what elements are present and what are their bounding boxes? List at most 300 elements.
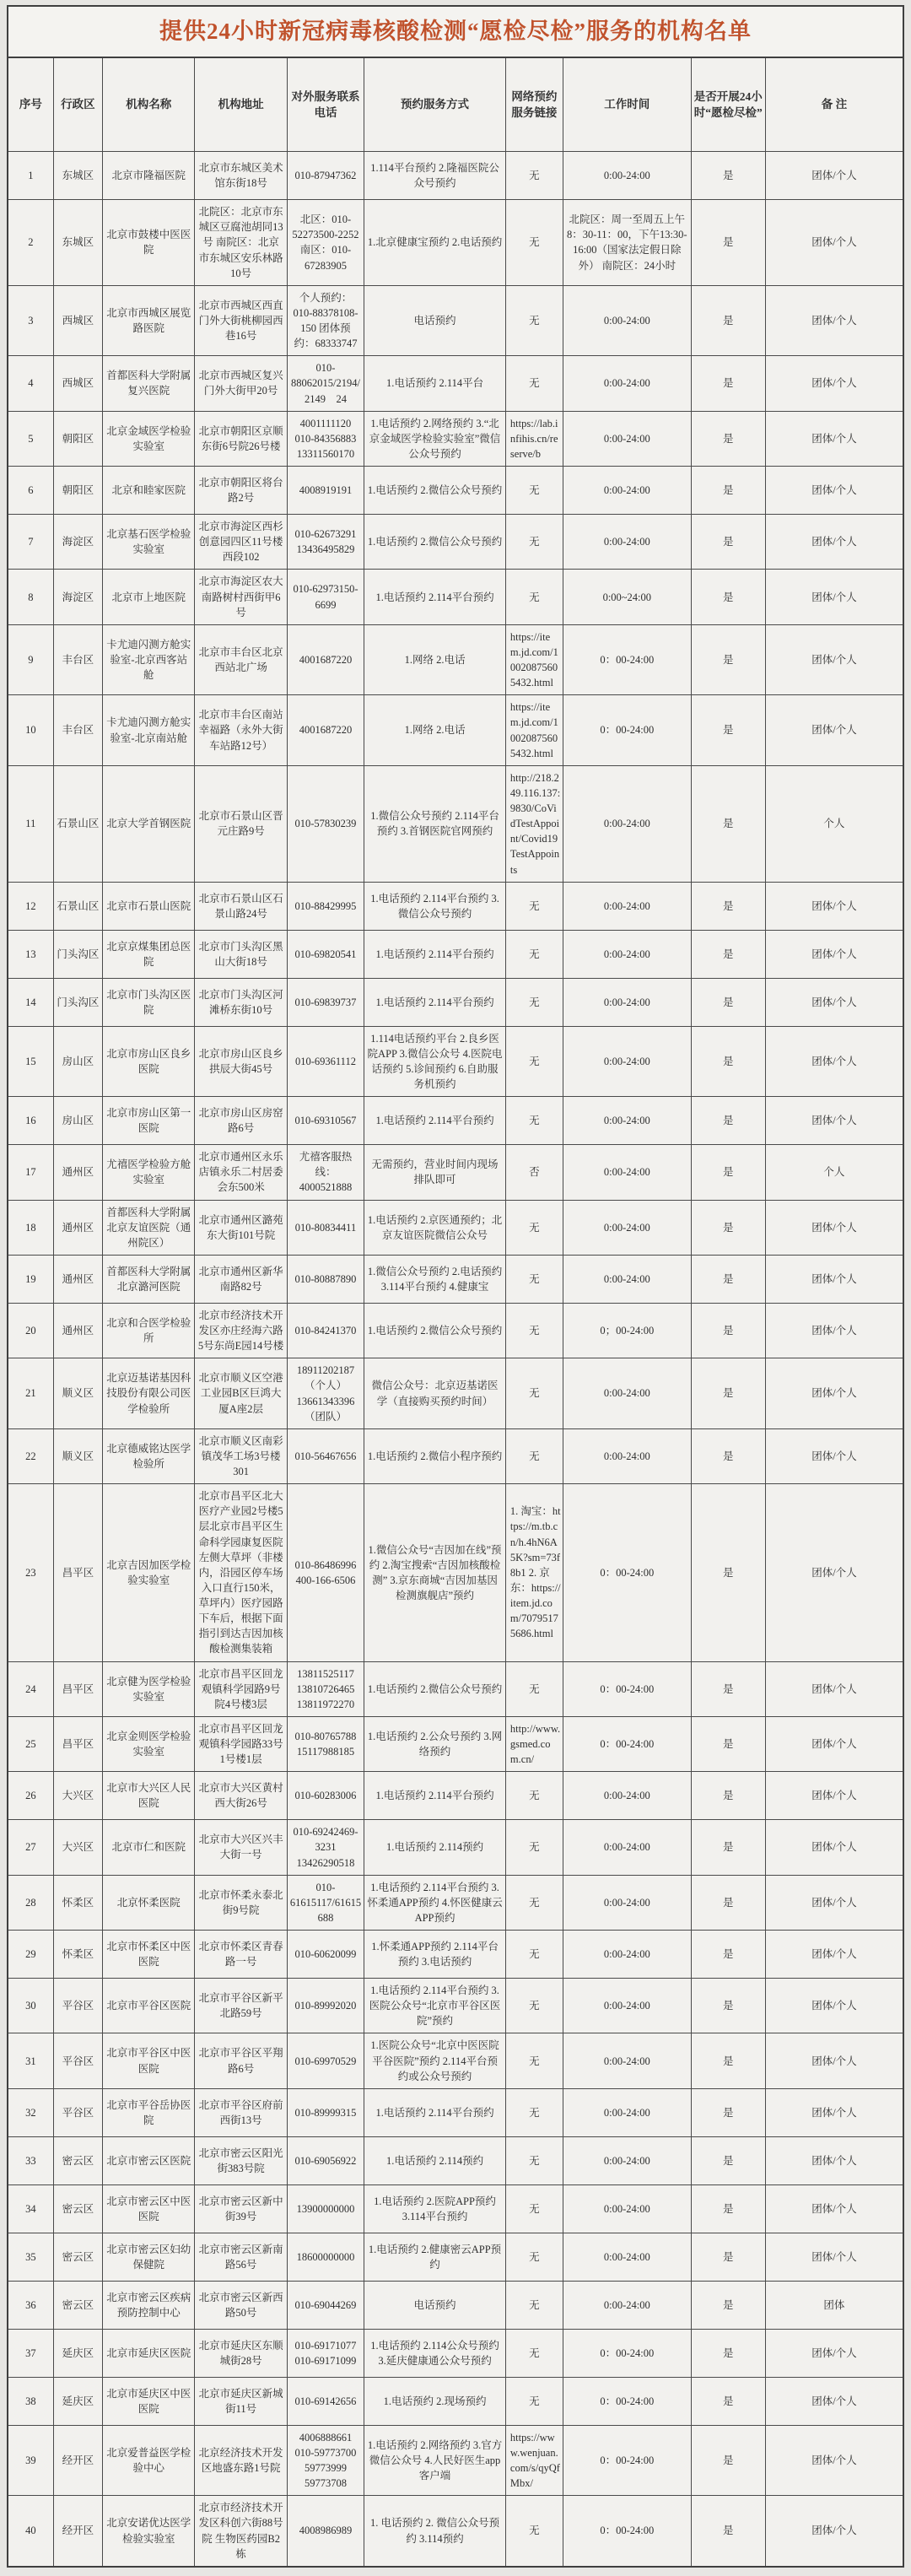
cell-booking-link: 无	[505, 1358, 563, 1429]
cell-working-hours: 0:00-24:00	[563, 152, 691, 200]
cell-district: 丰台区	[53, 695, 102, 766]
cell-open-24h: 是	[691, 624, 765, 695]
table-row	[8, 1716, 903, 1771]
cell-working-hours: 0:00-24:00	[563, 1200, 691, 1255]
cell-booking-method: 1.医院公众号“北京中医医院平谷医院”预约 2.114平台预约或公众号预约	[364, 2033, 506, 2088]
cell-district: 延庆区	[53, 2377, 102, 2425]
table-row	[8, 152, 903, 200]
cell-booking-link: 无	[505, 1200, 563, 1255]
cell-open-24h: 是	[691, 570, 765, 624]
cell-address: 北京市房山区良乡拱辰大街45号	[195, 1026, 287, 1097]
cell-booking-link: 无	[505, 1931, 563, 1979]
cell-index: 23	[8, 1484, 53, 1661]
cell-note: 团体/个人	[765, 1661, 903, 1716]
cell-phone: 4001687220	[287, 695, 364, 766]
table-row	[8, 285, 903, 356]
cell-booking-method: 1.电话预约 2.114公众号预约 3.延庆健康通公众号预约	[364, 2329, 506, 2377]
cell-district: 丰台区	[53, 624, 102, 695]
cell-booking-link: 无	[505, 930, 563, 978]
cell-booking-method: 1.电话预约 2.微信小程序预约	[364, 1428, 506, 1483]
table-row	[8, 2377, 903, 2425]
cell-institution-name: 北京基石医学检验实验室	[103, 515, 195, 570]
table-row	[8, 882, 903, 930]
cell-district: 通州区	[53, 1200, 102, 1255]
cell-booking-link: http://218.249.116.137:9830/CoVidTestAppoint/Covid19TestAppoints	[505, 765, 563, 882]
cell-booking-method: 1.电话预约 2.114平台预约	[364, 978, 506, 1026]
cell-district: 石景山区	[53, 765, 102, 882]
cell-address: 北京市经济技术开发区科创六街88号院 生物医药园B2栋	[195, 2496, 287, 2567]
cell-booking-method: 1.电话预约 2.微信公众号预约	[364, 515, 506, 570]
cell-phone: 4001111120 010-84356883 13311560170	[287, 411, 364, 466]
table-row	[8, 2281, 903, 2329]
cell-booking-link: 无	[505, 2496, 563, 2567]
cell-phone: 13900000000	[287, 2184, 364, 2233]
cell-index: 30	[8, 1979, 53, 2033]
cell-working-hours: 0:00-24:00	[563, 1820, 691, 1875]
header-row	[8, 57, 903, 152]
cell-booking-method: 1.电话预约 2.现场预约	[364, 2377, 506, 2425]
cell-district: 海淀区	[53, 515, 102, 570]
cell-phone: 010-69171077 010-69171099	[287, 2329, 364, 2377]
cell-note: 个人	[765, 765, 903, 882]
cell-address: 北京市昌平区北大医疗产业园2号楼5层北京市昌平区生命科学园康复医院左侧大草坪（非楼内，沿园区停车场入口直行150米，草坪内）医疗园路下车后，根据下面指引到达吉因加核酸检测集装箱	[195, 1484, 287, 1661]
title-row	[8, 6, 903, 57]
cell-address: 北京市石景山区石景山路24号	[195, 882, 287, 930]
cell-phone: 010-80834411	[287, 1200, 364, 1255]
table-row	[8, 2425, 903, 2496]
cell-address: 北京市怀柔永泰北街9号院	[195, 1875, 287, 1930]
cell-booking-method: 1.怀柔通APP预约 2.114平台预约 3.电话预约	[364, 1931, 506, 1979]
cell-open-24h: 是	[691, 930, 765, 978]
cell-district: 怀柔区	[53, 1931, 102, 1979]
column-header-booking-link: 网络预约服务链接	[505, 57, 563, 152]
cell-district: 通州区	[53, 1303, 102, 1358]
cell-address: 北京市通州区新华南路82号	[195, 1255, 287, 1303]
cell-booking-link: https://lab.infihis.cn/reserve/b	[505, 411, 563, 466]
cell-district: 房山区	[53, 1026, 102, 1097]
table-row	[8, 1484, 903, 1661]
cell-booking-link: 无	[505, 152, 563, 200]
cell-address: 北京市延庆区东顺城街28号	[195, 2329, 287, 2377]
cell-phone: 4001687220	[287, 624, 364, 695]
cell-district: 延庆区	[53, 2329, 102, 2377]
cell-open-24h: 是	[691, 978, 765, 1026]
cell-institution-name: 北京爱普益医学检验中心	[103, 2425, 195, 2496]
cell-district: 经开区	[53, 2425, 102, 2496]
cell-index: 24	[8, 1661, 53, 1716]
cell-institution-name: 北京市房山区良乡医院	[103, 1026, 195, 1097]
cell-institution-name: 北京市怀柔区中医医院	[103, 1931, 195, 1979]
cell-note: 团体/个人	[765, 1097, 903, 1145]
cell-open-24h: 是	[691, 1484, 765, 1661]
cell-note: 团体/个人	[765, 200, 903, 286]
cell-booking-link: 无	[505, 1097, 563, 1145]
table-row	[8, 930, 903, 978]
cell-note: 团体/个人	[765, 2033, 903, 2088]
cell-note: 团体/个人	[765, 515, 903, 570]
table-row	[8, 2088, 903, 2136]
cell-phone: 尤禧客服热线：4000521888	[287, 1145, 364, 1200]
cell-address: 北京市顺义区南彩镇茂华工场3号楼301	[195, 1428, 287, 1483]
cell-index: 38	[8, 2377, 53, 2425]
cell-working-hours: 0:00-24:00	[563, 1026, 691, 1097]
cell-open-24h: 是	[691, 152, 765, 200]
cell-open-24h: 是	[691, 2088, 765, 2136]
cell-working-hours: 0:00-24:00	[563, 1428, 691, 1483]
cell-booking-link: https://item.jd.com/10020875605432.html	[505, 695, 563, 766]
cell-index: 8	[8, 570, 53, 624]
cell-institution-name: 北京市延庆区医院	[103, 2329, 195, 2377]
cell-index: 17	[8, 1145, 53, 1200]
cell-institution-name: 尤禧医学检验方舱实验室	[103, 1145, 195, 1200]
table-row	[8, 695, 903, 766]
cell-working-hours: 0:00-24:00	[563, 765, 691, 882]
cell-note: 团体/个人	[765, 1820, 903, 1875]
cell-address: 北京市石景山区晋元庄路9号	[195, 765, 287, 882]
cell-phone: 4006888661 010-59773700 59773999 59773708	[287, 2425, 364, 2496]
cell-note: 团体/个人	[765, 1931, 903, 1979]
cell-district: 通州区	[53, 1255, 102, 1303]
cell-open-24h: 是	[691, 2425, 765, 2496]
cell-note: 团体/个人	[765, 2088, 903, 2136]
cell-district: 门头沟区	[53, 978, 102, 1026]
cell-working-hours: 0：00-24:00	[563, 2425, 691, 2496]
cell-index: 36	[8, 2281, 53, 2329]
cell-booking-method: 1.微信公众号预约 2.电话预约 3.114平台预约 4.健康宝	[364, 1255, 506, 1303]
cell-index: 16	[8, 1097, 53, 1145]
institutions-table	[7, 5, 904, 2568]
cell-open-24h: 是	[691, 411, 765, 466]
cell-booking-link: 无	[505, 2033, 563, 2088]
cell-note: 团体/个人	[765, 1428, 903, 1483]
cell-address: 北京市西城区西直门外大街桃柳园西巷16号	[195, 285, 287, 356]
cell-phone: 010-89999315	[287, 2088, 364, 2136]
cell-note: 团体/个人	[765, 1358, 903, 1429]
cell-phone: 010-88429995	[287, 882, 364, 930]
cell-institution-name: 北京安诺优达医学检验实验室	[103, 2496, 195, 2567]
table-row	[8, 2033, 903, 2088]
cell-phone: 010-69970529	[287, 2033, 364, 2088]
cell-institution-name: 北京市门头沟区医院	[103, 978, 195, 1026]
cell-open-24h: 是	[691, 515, 765, 570]
table-row	[8, 200, 903, 286]
cell-note: 团体/个人	[765, 2329, 903, 2377]
cell-index: 4	[8, 356, 53, 411]
cell-booking-link: 无	[505, 1875, 563, 1930]
cell-booking-method: 电话预约	[364, 2281, 506, 2329]
cell-phone: 010-69310567	[287, 1097, 364, 1145]
cell-index: 25	[8, 1716, 53, 1771]
cell-note: 团体/个人	[765, 2377, 903, 2425]
cell-index: 35	[8, 2233, 53, 2281]
cell-working-hours: 0:00-24:00	[563, 1255, 691, 1303]
cell-open-24h: 是	[691, 695, 765, 766]
cell-booking-method: 1.电话预约 2.公众号预约 3.网络预约	[364, 1716, 506, 1771]
cell-open-24h: 是	[691, 1772, 765, 1820]
cell-index: 26	[8, 1772, 53, 1820]
cell-phone: 010-69056922	[287, 2136, 364, 2184]
cell-index: 10	[8, 695, 53, 766]
cell-district: 石景山区	[53, 882, 102, 930]
cell-booking-link: http://www.gsmed.com.cn/	[505, 1716, 563, 1771]
cell-note: 团体	[765, 2281, 903, 2329]
cell-phone: 个人预约：010-88378108-150 团体预约：68333747	[287, 285, 364, 356]
cell-address: 北京市丰台区南站幸福路（永外大街车站路12号）	[195, 695, 287, 766]
cell-address: 北京市西城区复兴门外大街甲20号	[195, 356, 287, 411]
cell-open-24h: 是	[691, 1931, 765, 1979]
cell-booking-link: 无	[505, 467, 563, 515]
table-row	[8, 2136, 903, 2184]
cell-district: 大兴区	[53, 1820, 102, 1875]
cell-institution-name: 北京大学首钢医院	[103, 765, 195, 882]
cell-index: 19	[8, 1255, 53, 1303]
cell-working-hours: 0：00-24:00	[563, 624, 691, 695]
cell-booking-link: 无	[505, 356, 563, 411]
cell-institution-name: 北京怀柔医院	[103, 1875, 195, 1930]
cell-open-24h: 是	[691, 2233, 765, 2281]
cell-booking-method: 1.电话预约 2.114平台预约	[364, 1772, 506, 1820]
cell-booking-link: 无	[505, 1428, 563, 1483]
cell-note: 团体/个人	[765, 2184, 903, 2233]
column-header-district: 行政区	[53, 57, 102, 152]
cell-institution-name: 北京市石景山医院	[103, 882, 195, 930]
cell-working-hours: 0:00~24:00	[563, 570, 691, 624]
table-row	[8, 1200, 903, 1255]
cell-working-hours: 0:00-24:00	[563, 411, 691, 466]
table-body	[8, 152, 903, 2567]
cell-working-hours: 0:00-24:00	[563, 356, 691, 411]
cell-working-hours: 0：00-24:00	[563, 2329, 691, 2377]
cell-booking-method: 1.电话预约 2.114平台预约	[364, 930, 506, 978]
cell-institution-name: 北京市隆福医院	[103, 152, 195, 200]
table-row	[8, 356, 903, 411]
cell-institution-name: 北京和睦家医院	[103, 467, 195, 515]
cell-address: 北京市门头沟区河滩桥东街10号	[195, 978, 287, 1026]
cell-institution-name: 北京和合医学检验所	[103, 1303, 195, 1358]
cell-note: 团体/个人	[765, 695, 903, 766]
cell-phone: 18911202187（个人）13661343396（团队）	[287, 1358, 364, 1429]
cell-open-24h: 是	[691, 2184, 765, 2233]
cell-institution-name: 北京吉因加医学检验实验室	[103, 1484, 195, 1661]
cell-working-hours: 0:00-24:00	[563, 1931, 691, 1979]
cell-institution-name: 北京市上地医院	[103, 570, 195, 624]
cell-booking-method: 1.114电话预约平台 2.良乡医院APP 3.微信公众号 4.医院电话预约 5.诊间预约 6.自助服务机预约	[364, 1026, 506, 1097]
table-row	[8, 1661, 903, 1716]
cell-district: 门头沟区	[53, 930, 102, 978]
cell-booking-link: 无	[505, 882, 563, 930]
cell-institution-name: 北京市密云区中医医院	[103, 2184, 195, 2233]
cell-working-hours: 0：00-24:00	[563, 1661, 691, 1716]
cell-open-24h: 是	[691, 1358, 765, 1429]
cell-open-24h: 是	[691, 1145, 765, 1200]
cell-booking-link: 否	[505, 1145, 563, 1200]
cell-index: 9	[8, 624, 53, 695]
cell-institution-name: 首都医科大学附属复兴医院	[103, 356, 195, 411]
cell-open-24h: 是	[691, 2377, 765, 2425]
cell-institution-name: 北京健为医学检验实验室	[103, 1661, 195, 1716]
cell-open-24h: 是	[691, 1661, 765, 1716]
page-title: 提供24小时新冠病毒核酸检测“愿检尽检”服务的机构名单	[8, 6, 903, 57]
cell-index: 37	[8, 2329, 53, 2377]
cell-working-hours: 0:00-24:00	[563, 467, 691, 515]
cell-open-24h: 是	[691, 1303, 765, 1358]
cell-booking-method: 电话预约	[364, 285, 506, 356]
cell-district: 昌平区	[53, 1484, 102, 1661]
cell-open-24h: 是	[691, 1097, 765, 1145]
cell-working-hours: 0：00-24:00	[563, 1716, 691, 1771]
cell-note: 团体/个人	[765, 2496, 903, 2567]
cell-note: 团体/个人	[765, 1979, 903, 2033]
cell-institution-name: 北京金域医学检验实验室	[103, 411, 195, 466]
cell-index: 29	[8, 1931, 53, 1979]
cell-booking-link: 无	[505, 1661, 563, 1716]
cell-index: 32	[8, 2088, 53, 2136]
cell-open-24h: 是	[691, 2496, 765, 2567]
cell-working-hours: 0:00-24:00	[563, 2233, 691, 2281]
cell-phone: 010-69361112	[287, 1026, 364, 1097]
cell-working-hours: 0:00-24:00	[563, 1358, 691, 1429]
cell-open-24h: 是	[691, 2136, 765, 2184]
cell-institution-name: 北京迈基诺基因科技股份有限公司医学检验所	[103, 1358, 195, 1429]
cell-index: 28	[8, 1875, 53, 1930]
cell-index: 14	[8, 978, 53, 1026]
cell-index: 31	[8, 2033, 53, 2088]
cell-institution-name: 北京市大兴区人民医院	[103, 1772, 195, 1820]
cell-booking-method: 1.电话预约 2.微信公众号预约	[364, 1661, 506, 1716]
cell-district: 密云区	[53, 2136, 102, 2184]
cell-note: 团体/个人	[765, 930, 903, 978]
cell-institution-name: 北京金则医学检验实验室	[103, 1716, 195, 1771]
cell-phone: 010-60620099	[287, 1931, 364, 1979]
cell-address: 北京市大兴区兴丰大街一号	[195, 1820, 287, 1875]
cell-address: 北京市通州区潞苑东大街101号院	[195, 1200, 287, 1255]
cell-index: 6	[8, 467, 53, 515]
cell-phone: 010-61615117/61615688	[287, 1875, 364, 1930]
cell-booking-method: 1.电话预约 2.网络预约 3.官方微信公众号 4.人民好医生app客户端	[364, 2425, 506, 2496]
cell-district: 东城区	[53, 152, 102, 200]
cell-district: 西城区	[53, 356, 102, 411]
cell-institution-name: 首都医科大学附属北京友谊医院（通州院区）	[103, 1200, 195, 1255]
cell-booking-link: 无	[505, 2329, 563, 2377]
table-row	[8, 570, 903, 624]
table-row	[8, 1428, 903, 1483]
cell-institution-name: 北京市平谷岳协医院	[103, 2088, 195, 2136]
cell-open-24h: 是	[691, 2329, 765, 2377]
table-row	[8, 515, 903, 570]
cell-district: 密云区	[53, 2281, 102, 2329]
cell-index: 2	[8, 200, 53, 286]
cell-phone: 13811525117 13810726465 13811972270	[287, 1661, 364, 1716]
cell-address: 北京市顺义区空港工业园B区巨鸿大厦A座2层	[195, 1358, 287, 1429]
cell-phone: 010-69820541	[287, 930, 364, 978]
cell-booking-method: 微信公众号：北京迈基诺医学（直接购买预约时间）	[364, 1358, 506, 1429]
cell-working-hours: 0：00-24:00	[563, 1484, 691, 1661]
cell-open-24h: 是	[691, 467, 765, 515]
table-row	[8, 1255, 903, 1303]
table-row	[8, 978, 903, 1026]
cell-booking-method: 1.电话预约 2.网络预约 3.“北京金域医学检验实验室”微信公众号预约	[364, 411, 506, 466]
cell-booking-method: 1.网络 2.电话	[364, 695, 506, 766]
cell-open-24h: 是	[691, 1875, 765, 1930]
cell-district: 平谷区	[53, 2033, 102, 2088]
cell-note: 团体/个人	[765, 1875, 903, 1930]
cell-note: 团体/个人	[765, 2233, 903, 2281]
cell-phone: 18600000000	[287, 2233, 364, 2281]
cell-institution-name: 北京市密云区疾病预防控制中心	[103, 2281, 195, 2329]
cell-booking-method: 1.电话预约 2.医院APP预约 3.114平台预约	[364, 2184, 506, 2233]
cell-working-hours: 0：00-24:00	[563, 2496, 691, 2567]
cell-phone: 010-69142656	[287, 2377, 364, 2425]
cell-working-hours: 0:00-24:00	[563, 2088, 691, 2136]
cell-open-24h: 是	[691, 356, 765, 411]
cell-open-24h: 是	[691, 2281, 765, 2329]
table-row	[8, 1097, 903, 1145]
cell-index: 21	[8, 1358, 53, 1429]
cell-phone: 北区：010-52273500-2252 南区：010-67283905	[287, 200, 364, 286]
cell-working-hours: 0:00-24:00	[563, 882, 691, 930]
cell-address: 北京市经济技术开发区亦庄经海六路5号东尚E园14号楼	[195, 1303, 287, 1358]
cell-district: 经开区	[53, 2496, 102, 2567]
cell-phone: 010-57830239	[287, 765, 364, 882]
cell-institution-name: 卡尤迪闪测方舱实验室-北京南站舱	[103, 695, 195, 766]
cell-booking-method: 1.电话预约 2.114预约	[364, 1820, 506, 1875]
cell-phone: 010-62973150-6699	[287, 570, 364, 624]
cell-working-hours: 0：00-24:00	[563, 2377, 691, 2425]
cell-note: 团体/个人	[765, 1716, 903, 1771]
column-header-booking-method: 预约服务方式	[364, 57, 506, 152]
table-row	[8, 1145, 903, 1200]
cell-open-24h: 是	[691, 1255, 765, 1303]
cell-booking-method: 1.微信公众号“吉因加在线”预约 2.淘宝搜索“吉因加核酸检测” 3.京东商城“吉因加基因检测旗舰店”预约	[364, 1484, 506, 1661]
table-row	[8, 1303, 903, 1358]
cell-booking-link: 无	[505, 978, 563, 1026]
cell-phone: 010-80887890	[287, 1255, 364, 1303]
cell-open-24h: 是	[691, 1716, 765, 1771]
cell-address: 北京市东城区美术馆东街18号	[195, 152, 287, 200]
cell-address: 北京市密云区新南路56号	[195, 2233, 287, 2281]
cell-booking-link: 无	[505, 2281, 563, 2329]
cell-district: 房山区	[53, 1097, 102, 1145]
cell-phone: 4008986989	[287, 2496, 364, 2567]
cell-booking-method: 1.电话预约 2.114平台预约	[364, 570, 506, 624]
cell-working-hours: 0；00-24:00	[563, 1303, 691, 1358]
cell-district: 密云区	[53, 2184, 102, 2233]
cell-working-hours: 0：00-24:00	[563, 695, 691, 766]
cell-index: 5	[8, 411, 53, 466]
cell-booking-method: 1.电话预约 2.114平台预约 3.微信公众号预约	[364, 882, 506, 930]
cell-phone: 010-69242469-3231 13426290518	[287, 1820, 364, 1875]
cell-address: 北京市昌平区回龙观镇科学园路9号院4号楼3层	[195, 1661, 287, 1716]
cell-district: 海淀区	[53, 570, 102, 624]
cell-booking-method: 无需预约，营业时间内现场排队即可	[364, 1145, 506, 1200]
cell-working-hours: 0:00-24:00	[563, 1097, 691, 1145]
cell-booking-link: 无	[505, 1303, 563, 1358]
cell-booking-link: 无	[505, 1820, 563, 1875]
cell-address: 北京市海淀区西杉创意园四区11号楼西段102	[195, 515, 287, 570]
cell-note: 团体/个人	[765, 1026, 903, 1097]
table-row	[8, 1358, 903, 1429]
cell-booking-method: 1.电话预约 2.微信公众号预约	[364, 467, 506, 515]
cell-index: 7	[8, 515, 53, 570]
cell-note: 团体/个人	[765, 356, 903, 411]
cell-booking-link: 无	[505, 1979, 563, 2033]
cell-address: 北京市房山区房窑路6号	[195, 1097, 287, 1145]
cell-note: 个人	[765, 1145, 903, 1200]
cell-phone: 010-86486996 400-166-6506	[287, 1484, 364, 1661]
cell-booking-link: 无	[505, 1026, 563, 1097]
cell-working-hours: 0:00-24:00	[563, 1875, 691, 1930]
cell-index: 39	[8, 2425, 53, 2496]
